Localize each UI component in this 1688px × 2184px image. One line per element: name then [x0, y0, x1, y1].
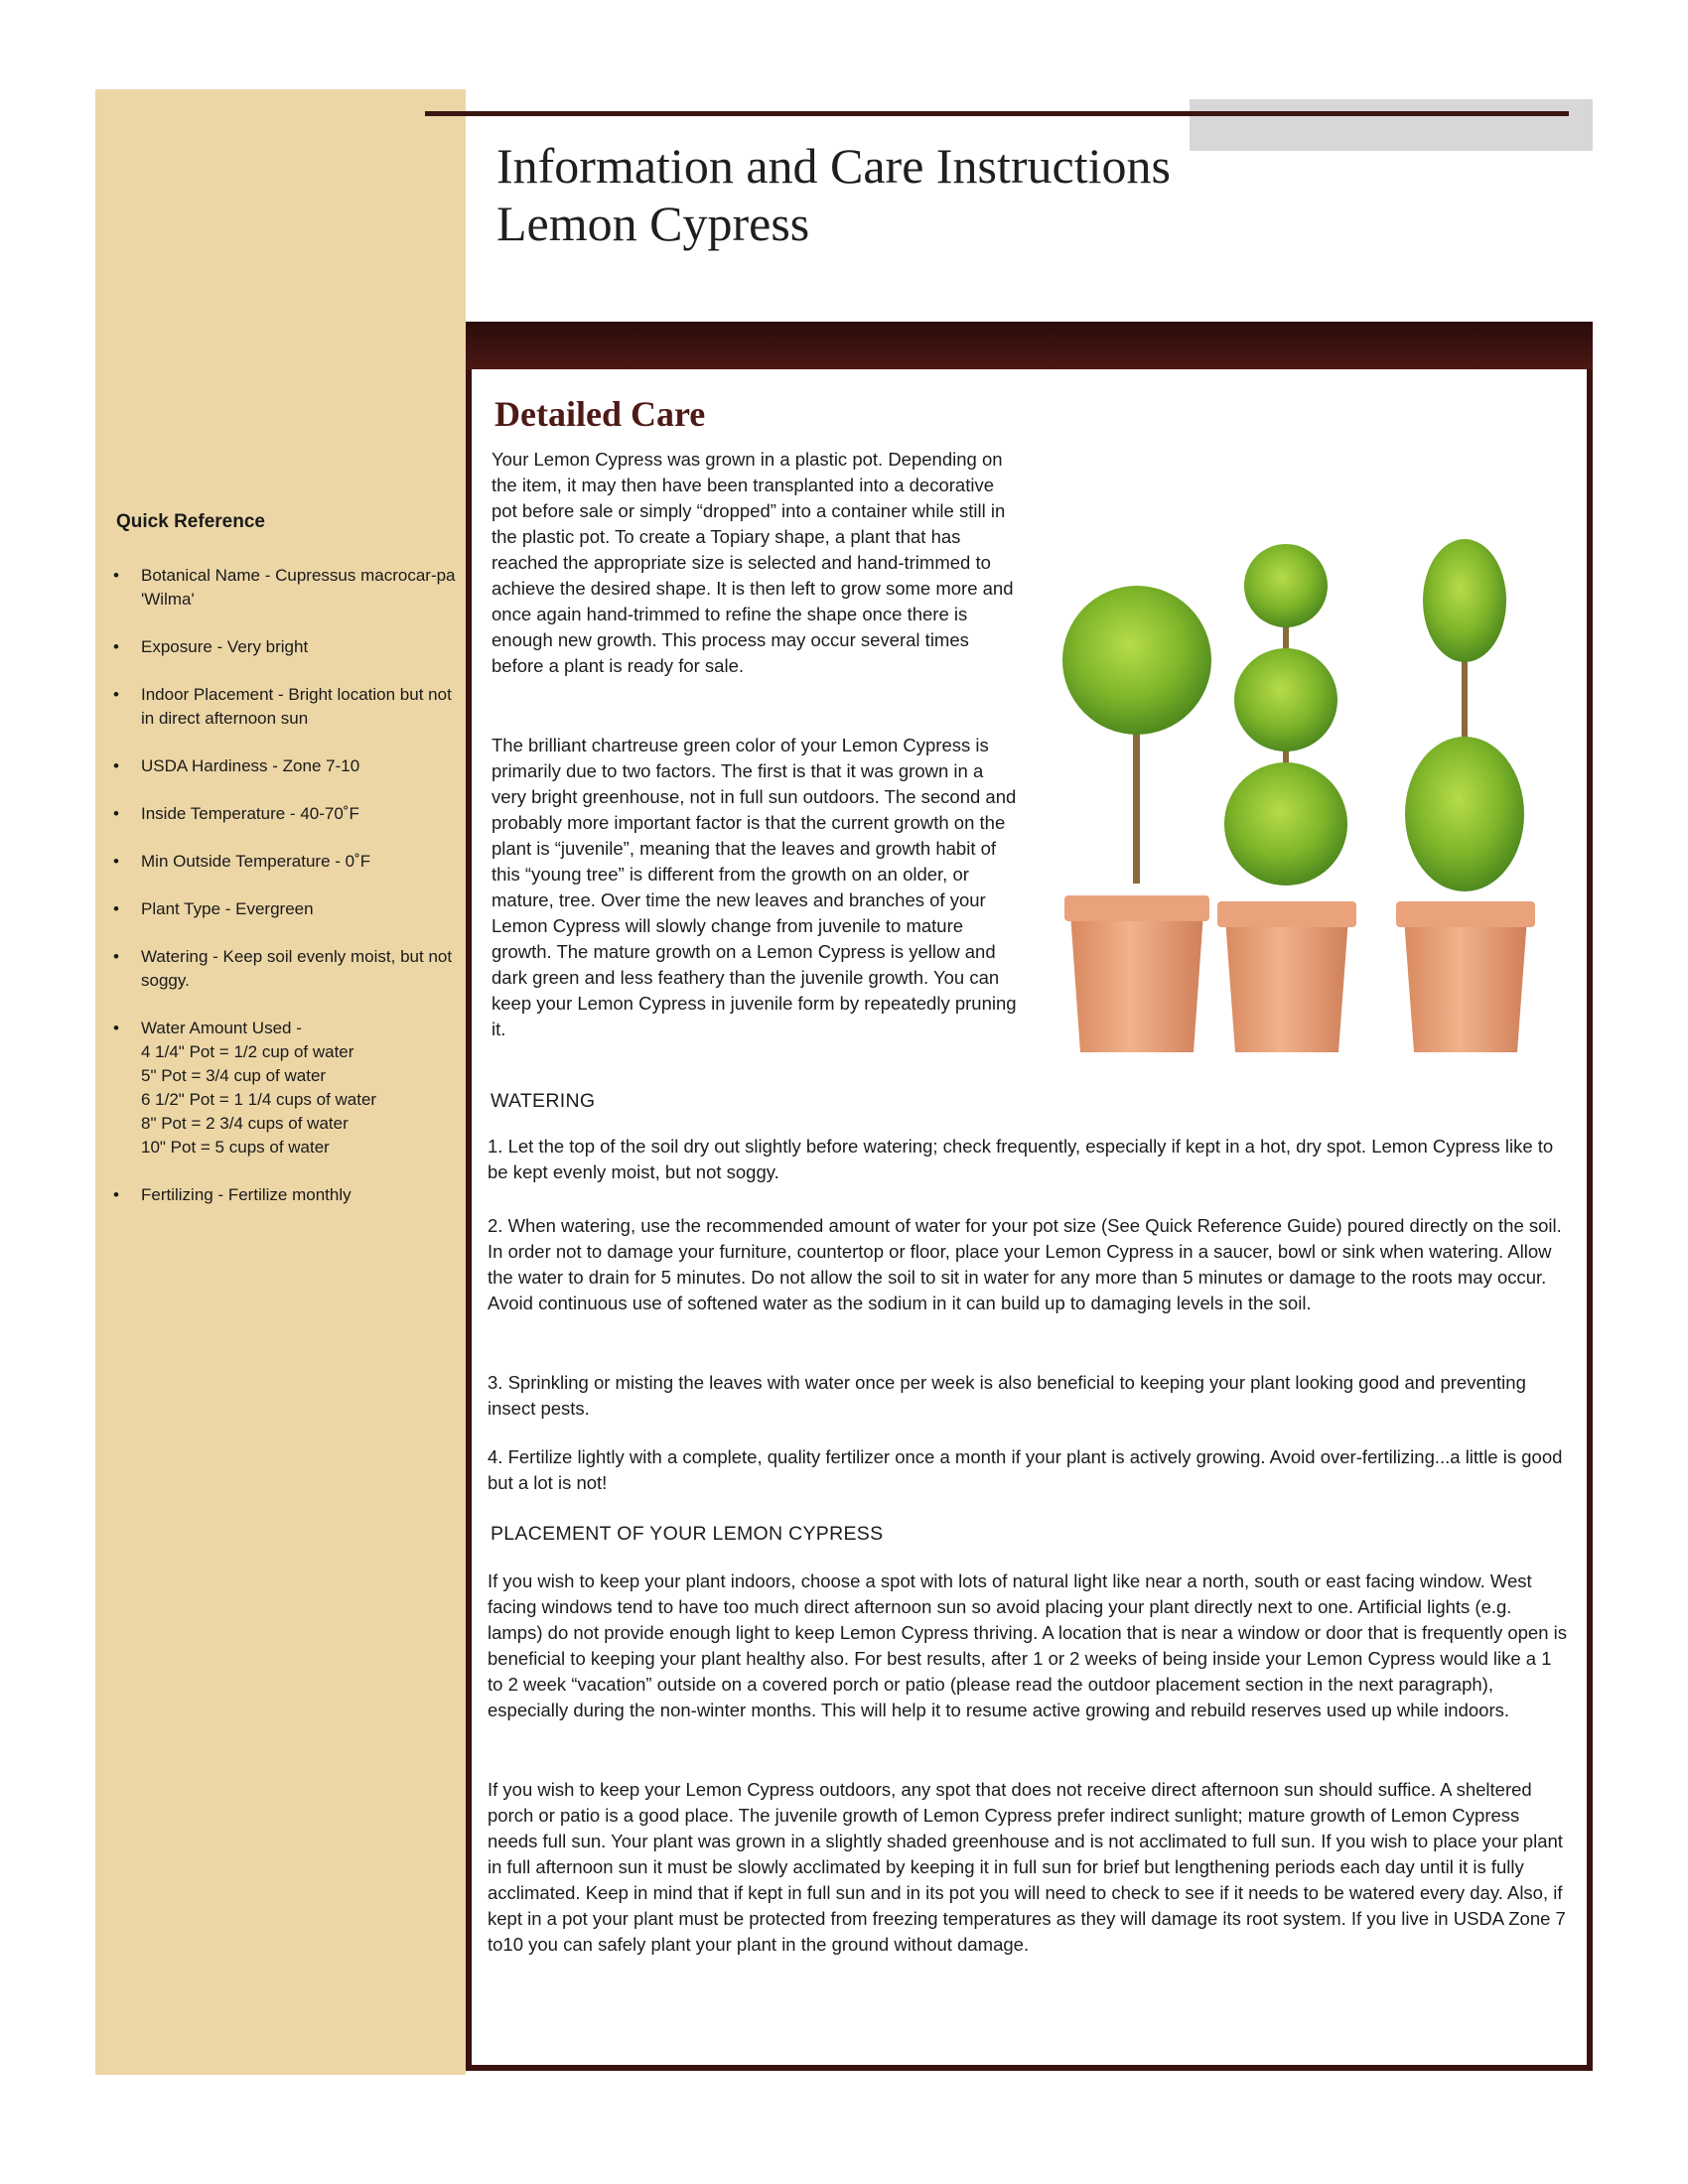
list-item: • Plant Type - Evergreen: [113, 897, 456, 921]
title-line-1: Information and Care Instructions: [496, 138, 1171, 194]
placement-paragraph-1: If you wish to keep your plant indoors, choose a spot with lots of natural light like near a north, south or east facing window. West facing windows tend to have too much direct afternoon sun so avoid placing your plant directly next to one. Artificial lights (e.g. lamps) do not provide enough light to keep Lemon Cypress thriving. A location that is near a window or door that is frequently open is beneficial to keeping your plant healthy also. For best results, after 1 or 2 weeks of being inside your Lemon Cypress would like a 1 to 2 week “vacation” outside on a covered porch or patio (please read the outdoor placement section in the next paragraph), especially during the non-winter months. This will help it to resume active growing and rebuild reserves used up while indoors.: [488, 1570, 1567, 1720]
watering-item-3: 3. Sprinkling or misting the leaves with water once per week is also beneficial to keeping your plant looking good and preventing insect pests.: [488, 1372, 1526, 1419]
header-rule: [425, 111, 1569, 116]
watering-item-2: 2. When watering, use the recommended amount of water for your pot size (See Quick Reference Guide) poured directly on the soil. In order not to damage your furniture, countertop or floor, place your Lemon Cypress in a saucer, bowl or sink when watering. Allow the water to drain for 5 minutes. Do not allow the soil to sit in water for any more than 5 minutes or damage to the roots may occur. Avoid continuous use of softened water as the sodium in it can build up to damaging levels in the soil.: [488, 1215, 1562, 1313]
section-title: Detailed Care: [494, 394, 706, 434]
list-item: • USDA Hardiness - Zone 7-10: [113, 754, 456, 778]
page-title: [496, 137, 1390, 252]
list-item: • Inside Temperature - 40-70˚F: [113, 802, 456, 826]
watering-item-4: 4. Fertilize lightly with a complete, quality fertilizer once a month if your plant is actively growing. Avoid over-fertilizing...a little is good but a lot is not!: [488, 1446, 1563, 1493]
intro-paragraph-1: Your Lemon Cypress was grown in a plastic pot. Depending on the item, it may then have been transplanted into a decorative pot before sale or simply “dropped” into a container while still in the plastic pot. To create a Topiary shape, a plant that has reached the appropriate size is selected and hand-trimmed to achieve the desired shape. It is then left to grow some more and once again hand-trimmed to refine the shape once there is enough new growth. This process may occur several times before a plant is ready for sale.: [492, 449, 1014, 676]
water-amount-line: 6 1/2" Pot = 1 1/4 cups of water: [141, 1090, 377, 1109]
placement-heading: PLACEMENT OF YOUR LEMON CYPRESS: [491, 1523, 884, 1545]
watering-heading: WATERING: [491, 1090, 596, 1112]
list-item: • Watering - Keep soil evenly moist, but not soggy.: [113, 945, 456, 993]
title-line-2: Lemon Cypress: [496, 196, 810, 251]
lemon-cypress-topiary-image: [1023, 536, 1589, 1072]
header-band: [466, 322, 1593, 369]
list-item: • Botanical Name - Cupressus macrocar-pa 'Wilma': [113, 564, 456, 612]
water-amount-line: 4 1/4" Pot = 1/2 cup of water: [141, 1042, 354, 1061]
list-item: • Min Outside Temperature - 0˚F: [113, 850, 456, 874]
quick-reference-list: [113, 564, 456, 1231]
topiary-two-balls: [1396, 539, 1535, 1052]
quick-reference-sidebar: [95, 89, 466, 2075]
list-item: • Indoor Placement - Bright location but not in direct afternoon sun: [113, 683, 456, 731]
water-amount-line: 5" Pot = 3/4 cup of water: [141, 1066, 327, 1085]
watering-item-1: 1. Let the top of the soil dry out slightly before watering; check frequently, especially if kept in a hot, dry spot. Lemon Cypress like to be kept evenly moist, but not soggy.: [488, 1136, 1554, 1182]
quick-reference-title: Quick Reference: [116, 511, 265, 532]
placement-paragraph-2: If you wish to keep your Lemon Cypress outdoors, any spot that does not receive direct afternoon sun should suffice. A sheltered porch or patio is a good place. The juvenile growth of Lemon Cypress prefer indirect sunlight; mature growth of Lemon Cypress needs full sun. Your plant was grown in a slightly shaded greenhouse and is not acclimated to full sun. If you wish to place your plant in full afternoon sun it must be slowly acclimated by keeping it in full sun for brief but lengthening periods each day until it is fully acclimated. Keep in mind that if kept in full sun and in its pot you will need to check to see if it needs to be watered every day. Also, if kept in a pot your plant must be protected from freezing temperatures as they will damage its root system. If you live in USDA Zone 7 to10 you can safely plant your plant in the ground without damage.: [488, 1779, 1566, 1955]
list-item: • Water Amount Used - 4 1/4" Pot = 1/2 cup of water 5" Pot = 3/4 cup of water 6 1/2" Pot = 1 1/4 cups of water 8" Pot = 2 3/4 cups of water 10" Pot = 5 cups of water: [113, 1017, 456, 1160]
list-item: • Fertilizing - Fertilize monthly: [113, 1183, 456, 1207]
list-item: • Exposure - Very bright: [113, 635, 456, 659]
water-amount-line: 10" Pot = 5 cups of water: [141, 1138, 330, 1157]
topiary-three-balls: [1217, 544, 1356, 1052]
topiary-single-ball: [1062, 586, 1211, 1052]
intro-paragraph-2: The brilliant chartreuse green color of your Lemon Cypress is primarily due to two factors. The first is that it was grown in a very bright greenhouse, not in full sun outdoors. The second and probably more important factor is that the current growth on the plant is “juvenile”, meaning that the leaves and growth habit of this “young tree” is different from the growth on an older, or mature, tree. Over time the new leaves and branches of your Lemon Cypress will slowly change from juvenile to mature growth. The mature growth on a Lemon Cypress is yellow and dark green and less feathery than the juvenile growth. You can keep your Lemon Cypress in juvenile form by repeatedly pruning it.: [492, 735, 1017, 1039]
water-amount-line: 8" Pot = 2 3/4 cups of water: [141, 1114, 349, 1133]
